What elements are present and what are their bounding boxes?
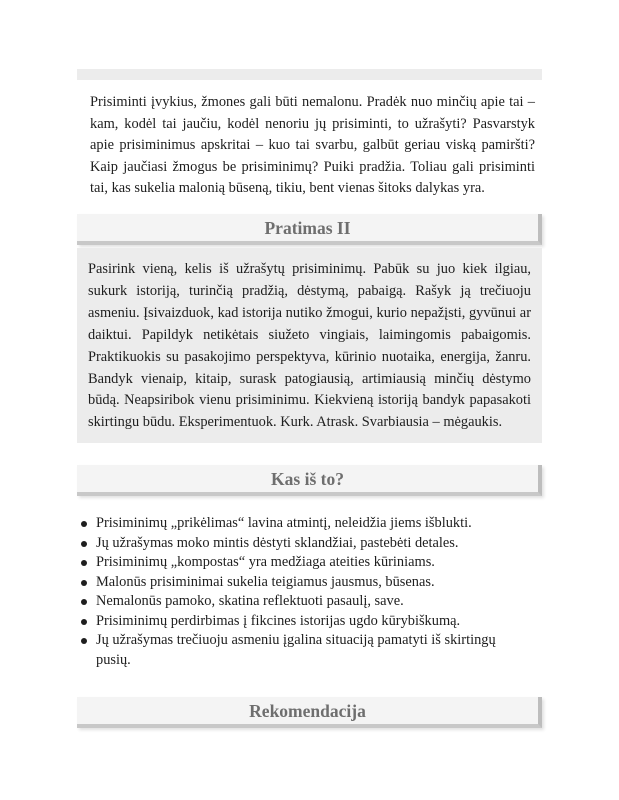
list-item	[78, 573, 518, 593]
exercise-text: Pasirink vieną, kelis iš užrašytų prisiminimų. Pabūk su juo kiek ilgiau, sukurk istoriją, turinčią pradžią, dėstymą, pabaigą. Rašyk ją trečiuoju asmeniu. Įsivaizduok, kad istorija nutiko žmogui, kurio nepažįsti, gyvūnui ar daiktui. Papildyk netikėtais siužeto vingiais, laimingomis pabaigomis. Praktikuokis su pasakojimo perspektyva, kūrinio nuotaika, energija, žanru. Bandyk vienaip, kitaip, surask patogiausią, artimiausią minčių dėstymo būdą. Neapsiribok vienu prisiminimu. Kiekvieną istoriją bandyk papasakoti skirtingu būdu. Eksperimentuok. Kurk. Atrask. Svarbiausia – mėgaukis.	[88, 261, 531, 431]
bullet-icon	[81, 580, 87, 586]
list-item	[78, 553, 518, 573]
list-item-text: Prisiminimų perdirbimas į fikcines istorijas ugdo kūrybiškumą.	[96, 612, 461, 629]
list-item	[78, 612, 518, 632]
intro-paragraph: Prisiminti įvykius, žmones gali būti nemalonu. Pradėk nuo minčių apie tai – kam, kodėl tai jaučiu, kodėl nenoriu jų prisiminti, to užrašyti? Pasvarstyk apie prisiminimus apskritai – kuo tai svarbu, galbūt geriau viską pamiršti? Kaip jaučiasi žmogus be prisiminimų? Puiki pradžia. Toliau gali prisiminti tai, kas sukelia malonią būseną, tikiu, bent vienas šitoks dalykas yra.	[90, 94, 535, 196]
list-item-text: Nemalonūs pamoko, skatina reflektuoti pasaulį, save.	[96, 593, 404, 609]
exercise-header	[77, 214, 542, 245]
results-list	[78, 514, 518, 670]
list-item-text: Prisiminimų „kompostas“ yra medžiaga ateities kūriniams.	[96, 554, 435, 570]
list-item	[78, 592, 518, 612]
bullet-icon	[81, 560, 87, 566]
results-header	[77, 465, 542, 496]
recommendation-header	[77, 697, 542, 728]
list-item-text: Jų užrašymas trečiuoju asmeniu įgalina situaciją pamatyti iš skirtingų pusių.	[96, 632, 496, 668]
list-item-text: Prisiminimų „prikėlimas“ lavina atmintį, neleidžia jiems išblukti.	[96, 515, 472, 531]
results-title: Kas iš to?	[271, 469, 344, 489]
list-item	[78, 534, 518, 554]
top-decorative-bar	[77, 69, 542, 80]
bullet-icon	[81, 638, 87, 644]
list-item	[78, 514, 518, 534]
bullet-icon	[81, 599, 87, 605]
bullet-icon	[81, 619, 87, 625]
list-item	[78, 631, 518, 670]
bullet-icon	[81, 521, 87, 527]
list-item-text: Jų užrašymas moko mintis dėstyti sklandžiai, pastebėti detales.	[96, 534, 459, 551]
recommendation-title: Rekomendacija	[249, 701, 366, 721]
list-item-text: Malonūs prisiminimai sukelia teigiamus jausmus, būsenas.	[96, 573, 435, 590]
bullet-icon	[81, 541, 87, 547]
exercise-title: Pratimas II	[264, 218, 351, 238]
